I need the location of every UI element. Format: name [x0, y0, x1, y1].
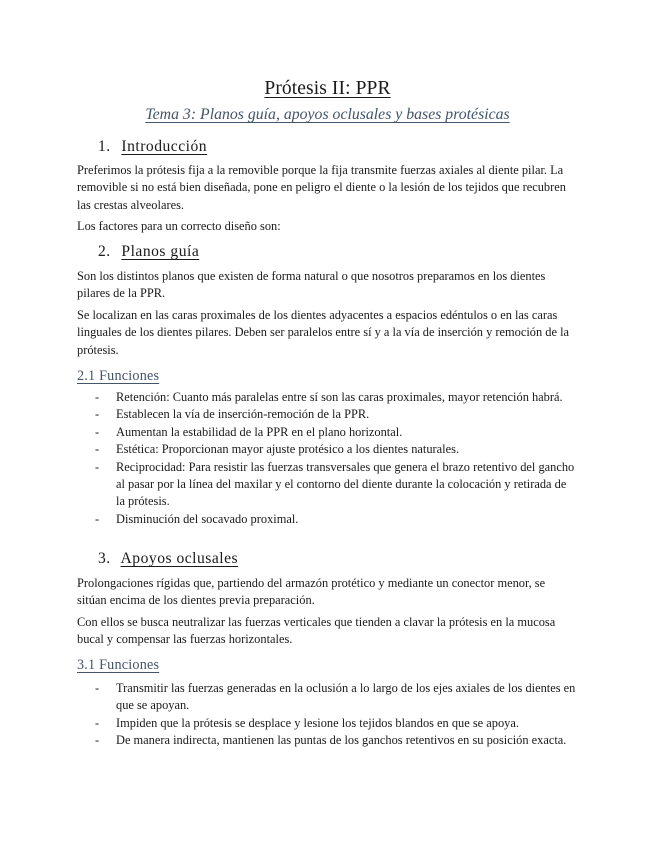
section-introduccion	[77, 136, 577, 158]
document-title: Prótesis II: PPR	[264, 78, 391, 99]
paragraph	[77, 162, 577, 214]
paragraph	[77, 614, 577, 649]
list-item-text: Impiden que la prótesis se desplace y lesione los tejidos blandos en que se apoya.	[116, 715, 519, 730]
bullet-dash: -	[95, 733, 100, 748]
subsection-heading: 2.1 Funciones	[77, 368, 160, 384]
paragraph-text: Preferimos la prótesis fija a la removible porque la fija transmite fuerzas axiales al diente pilar. La removible si no está bien diseñada, pone en peligro el diente o la lesión de los tejidos que recubren las crestas alveolares.	[77, 163, 566, 212]
bullet-list	[77, 680, 577, 750]
list-item	[77, 406, 577, 423]
paragraph-text: Se localizan en las caras proximales de los dientes adyacentes a espacios edéntulos o en las caras linguales de los dientes pilares. Deben ser paralelos entre sí y a la vía de inserción y remoción de la prótesis.	[77, 308, 570, 357]
paragraph	[77, 575, 577, 610]
section-heading	[77, 136, 577, 158]
paragraph	[77, 307, 577, 359]
list-item-text: Aumentan la estabilidad de la PPR en el plano horizontal.	[116, 424, 403, 439]
list-item-text: Transmitir las fuerzas generadas en la oclusión a lo largo de los ejes axiales de los dientes en que se apoyan.	[116, 681, 576, 713]
section-title: Planos guía	[121, 243, 200, 260]
list-item-text: De manera indirecta, mantienen las puntas de los ganchos retentivos en su posición exacta.	[116, 733, 567, 748]
subsection-heading: 3.1 Funciones	[77, 657, 160, 673]
bullet-dash: -	[95, 715, 100, 730]
list-item	[77, 511, 577, 528]
functions-list	[77, 680, 577, 750]
list-item-text: Estética: Proporcionan mayor ajuste protésico a los dientes naturales.	[116, 442, 460, 457]
document-subtitle: Tema 3: Planos guía, apoyos oclusales y bases protésicas	[145, 106, 510, 123]
section-number: 3.	[98, 550, 111, 567]
subsection-funciones-2-1	[77, 366, 577, 386]
section-heading	[77, 241, 577, 263]
paragraph	[77, 218, 577, 235]
section-title: Introducción	[121, 138, 208, 155]
bullet-dash: -	[95, 424, 100, 439]
bullet-dash: -	[95, 681, 100, 695]
list-item-text: Disminución del socavado proximal.	[116, 511, 299, 526]
paragraph-text: Los factores para un correcto diseño son:	[77, 219, 281, 233]
paragraph-text: Son los distintos planos que existen de forma natural o que nosotros preparamos en los dientes pilares de la PPR.	[77, 269, 546, 301]
list-item	[77, 441, 577, 458]
list-item	[77, 424, 577, 441]
section-apoyos-oclusales	[77, 548, 577, 570]
list-item	[77, 459, 577, 511]
list-item	[77, 680, 577, 715]
subsection-funciones-3-1	[77, 655, 577, 675]
bullet-dash: -	[95, 407, 100, 422]
section-number: 1.	[98, 138, 111, 155]
bullet-dash: -	[95, 511, 100, 526]
paragraph-text: Con ellos se busca neutralizar las fuerzas verticales que tienden a clavar la prótesis en la mucosa bucal y compensar las fuerzas horizontales.	[77, 615, 556, 647]
functions-list	[77, 389, 577, 528]
section-number: 2.	[98, 243, 111, 260]
section-title: Apoyos oclusales	[120, 550, 239, 567]
bullet-dash: -	[95, 390, 100, 404]
list-item	[77, 715, 577, 732]
bullet-list	[77, 389, 577, 528]
section-heading	[77, 548, 577, 570]
list-item-text: Reciprocidad: Para resistir las fuerzas transversales que genera el brazo retentivo del gancho al pasar por la línea del maxilar y el contorno del diente durante la colocación y retirada de la prótesis.	[116, 459, 575, 509]
paragraph-text: Prolongaciones rígidas que, partiendo del armazón protético y mediante un conector menor, se sitúan encima de los dientes previa preparación.	[77, 576, 546, 608]
bullet-dash: -	[95, 459, 100, 474]
paragraph	[77, 268, 577, 303]
section-planos-guia	[77, 241, 577, 263]
list-item-text: Establecen la vía de inserción-remoción de la PPR.	[116, 407, 370, 422]
list-item	[77, 732, 577, 749]
list-item-text: Retención: Cuanto más paralelas entre sí son las caras proximales, mayor retención habrá.	[116, 390, 563, 404]
list-item	[77, 389, 577, 406]
bullet-dash: -	[95, 442, 100, 457]
